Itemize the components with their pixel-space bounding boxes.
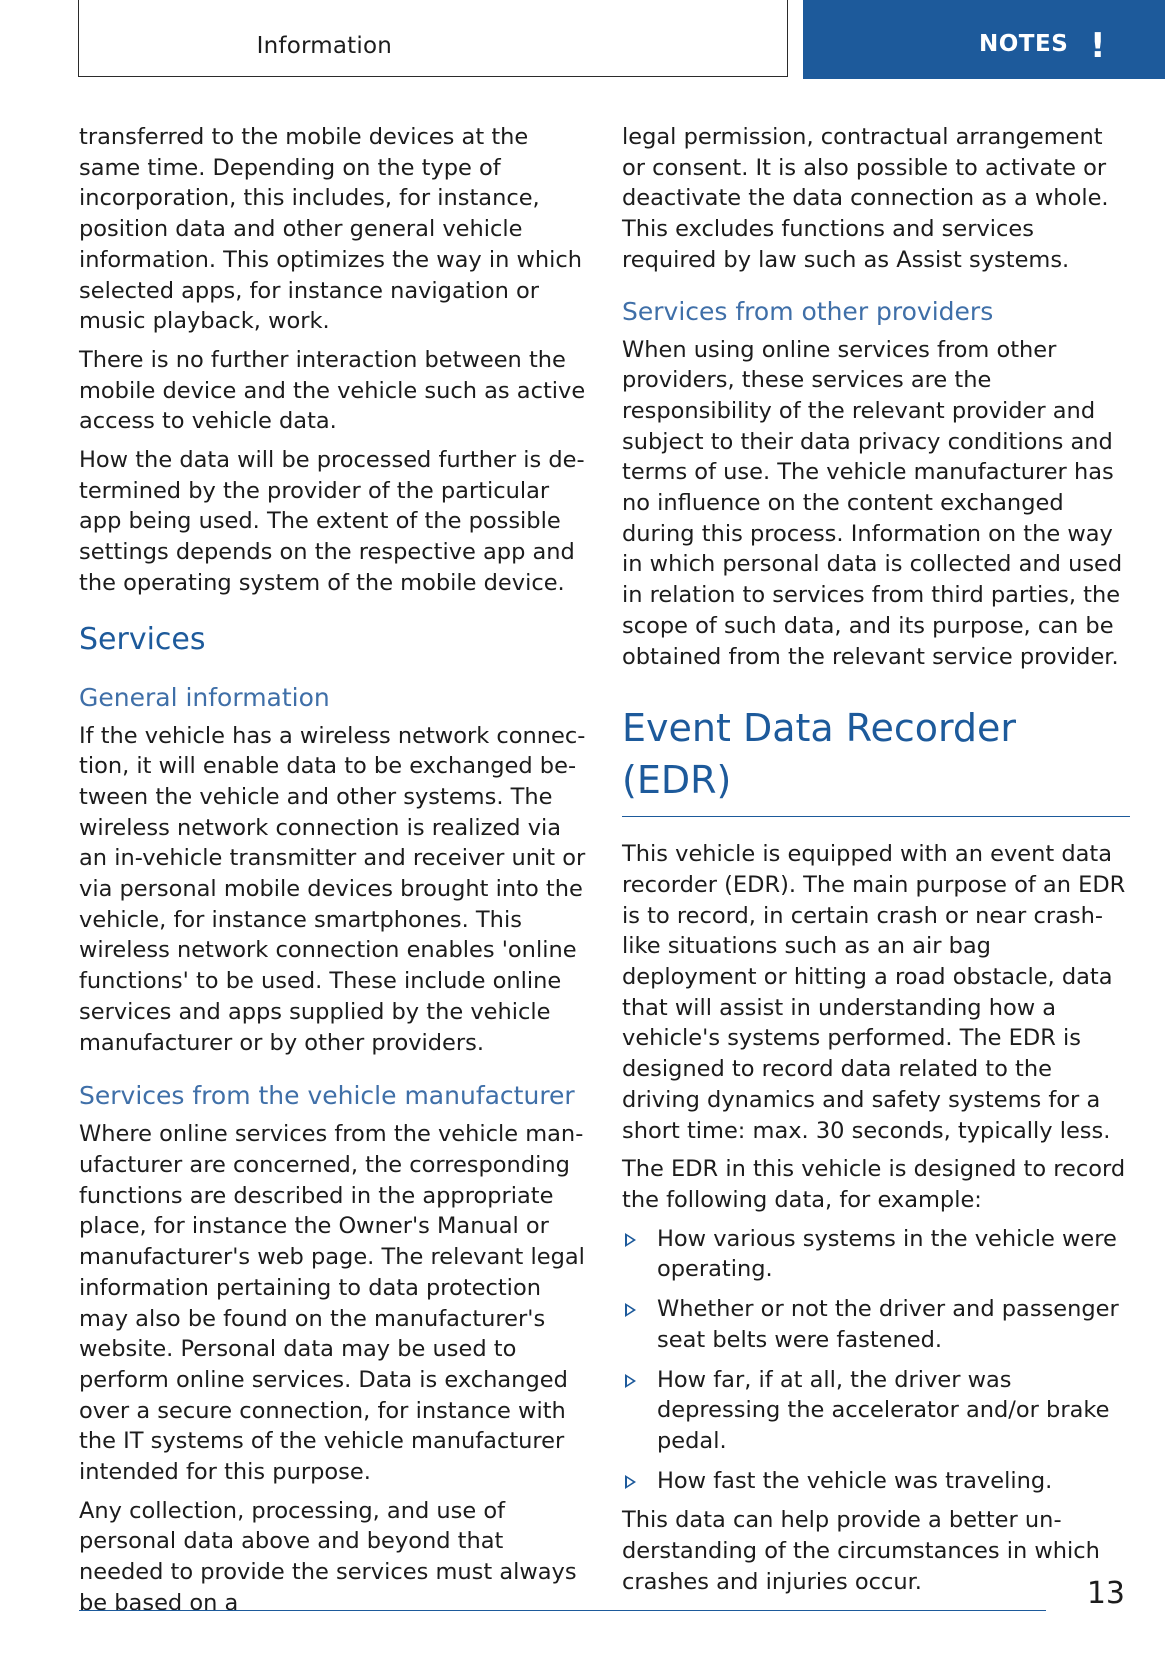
header-section-title: Information [256,33,392,59]
list-item-text: How various systems in the vehicle were operating. [657,1225,1117,1283]
paragraph-edr-intro: This vehicle is equipped with an event data recorder (EDR). The main purpose of an EDR is to record, in certain crash or near crash-like situations such as an air bag deployment or hitting a road obstacle, data that will assist in understanding how a vehicle's systems performed. The EDR is designed to record data related to the driving dynamics and safety systems for a short time: max. 30 seconds, typically less. [622,841,1126,1144]
list-item [622,1294,1130,1355]
list-item-text: How fast the vehicle was traveling. [657,1467,1053,1494]
subheading-services-other-providers: Services from other providers [622,296,994,326]
section-heading-services: Services [79,621,206,657]
list-item-text: Whether or not the driver and passenger seat belts were fastened. [657,1296,1119,1353]
chapter-tab[interactable] [803,0,1165,79]
list-item [622,1224,1130,1285]
paragraph-data-processing: How the data will be processed further is determined by the provider of the particular app being used. The extent of the possible settings depends on the respective app and the operating system of the mobile device. [79,447,585,596]
paragraph-other-providers: When using online services from other providers, these services are the responsibility of the relevant provider and subject to their data privacy conditions and terms of use. The vehicle manufacturer has no influence on the content exchanged during this process. Information on the way in which personal data is collected and used in relation to services from third parties, the scope of such data, and its purpose, can be obtained from the relevant service provider. [622,336,1123,670]
chapter-tab-label: NOTES [979,31,1069,57]
paragraph-data-collection: Any collection, processing, and use of personal data above and beyond that needed to provide the services must always be based on a [79,1497,577,1616]
section-heading-edr: Event Data Recorder (EDR) [622,702,1130,817]
list-item [622,1365,1130,1457]
right-column [622,122,1130,1605]
subheading-services-vehicle-manufacturer: Services from the vehicle manufacturer [79,1081,575,1111]
subheading-general-information: General information [79,682,330,712]
page-number: 13 [1086,1576,1125,1611]
left-column [79,122,589,1627]
triangle-bullet-icon [625,1303,636,1317]
list-item-text: How far, if at all, the driver was depressing the accelerator and/or brake pedal. [657,1366,1110,1454]
paragraph-edr-data: The EDR in this vehicle is designed to record the following data, for example: [622,1156,1126,1213]
footer-rule [79,1610,1046,1611]
triangle-bullet-icon [625,1233,636,1247]
list-item [622,1466,1130,1497]
triangle-bullet-icon [625,1475,636,1489]
header-box [78,0,788,77]
edr-data-list [622,1224,1130,1497]
paragraph-general-information: If the vehicle has a wireless network connection, it will enable data to be exchanged between the vehicle and other systems. The wireless network connection is realized via an in-vehicle transmitter and receiver unit or via personal mobile devices brought into the vehicle, for instance smartphones. This wireless network connection enables 'online functions' to be used. These include online services and apps supplied by the vehicle manufacturer or by other providers. [79,722,586,1056]
paragraph-legal-permission: legal permission, contractual arrangement or consent. It is also possible to activate or deactivate the data connection as a whole. This excludes functions and services required by law such as Assist systems. [622,124,1109,273]
exclamation-icon: ! [1090,26,1106,66]
paragraph-manufacturer-services: Where online services from the vehicle manufacturer are concerned, the corresponding functions are described in the appropriate place, for instance the Owner's Manual or manufacturer's web page. The relevant legal information pertaining to data protection may also be found on the manufacturer's website. Personal data may be used to perform online services. Data is exchanged over a secure connection, for instance with the IT systems of the vehicle manufacturer intended for this purpose. [79,1121,585,1486]
triangle-bullet-icon [625,1374,636,1388]
paragraph-edr-purpose: This data can help provide a better understanding of the circumstances in which crashes and injuries occur. [622,1507,1100,1595]
paragraph-no-interaction: There is no further interaction between the mobile device and the vehicle such as active access to vehicle data. [79,346,586,435]
paragraph-transferred: transferred to the mobile devices at the same time. Depending on the type of incorporation, this includes, for instance, position data and other general vehicle information. This optimizes the way in which selected apps, for instance navigation or music playback, work. [79,124,583,335]
